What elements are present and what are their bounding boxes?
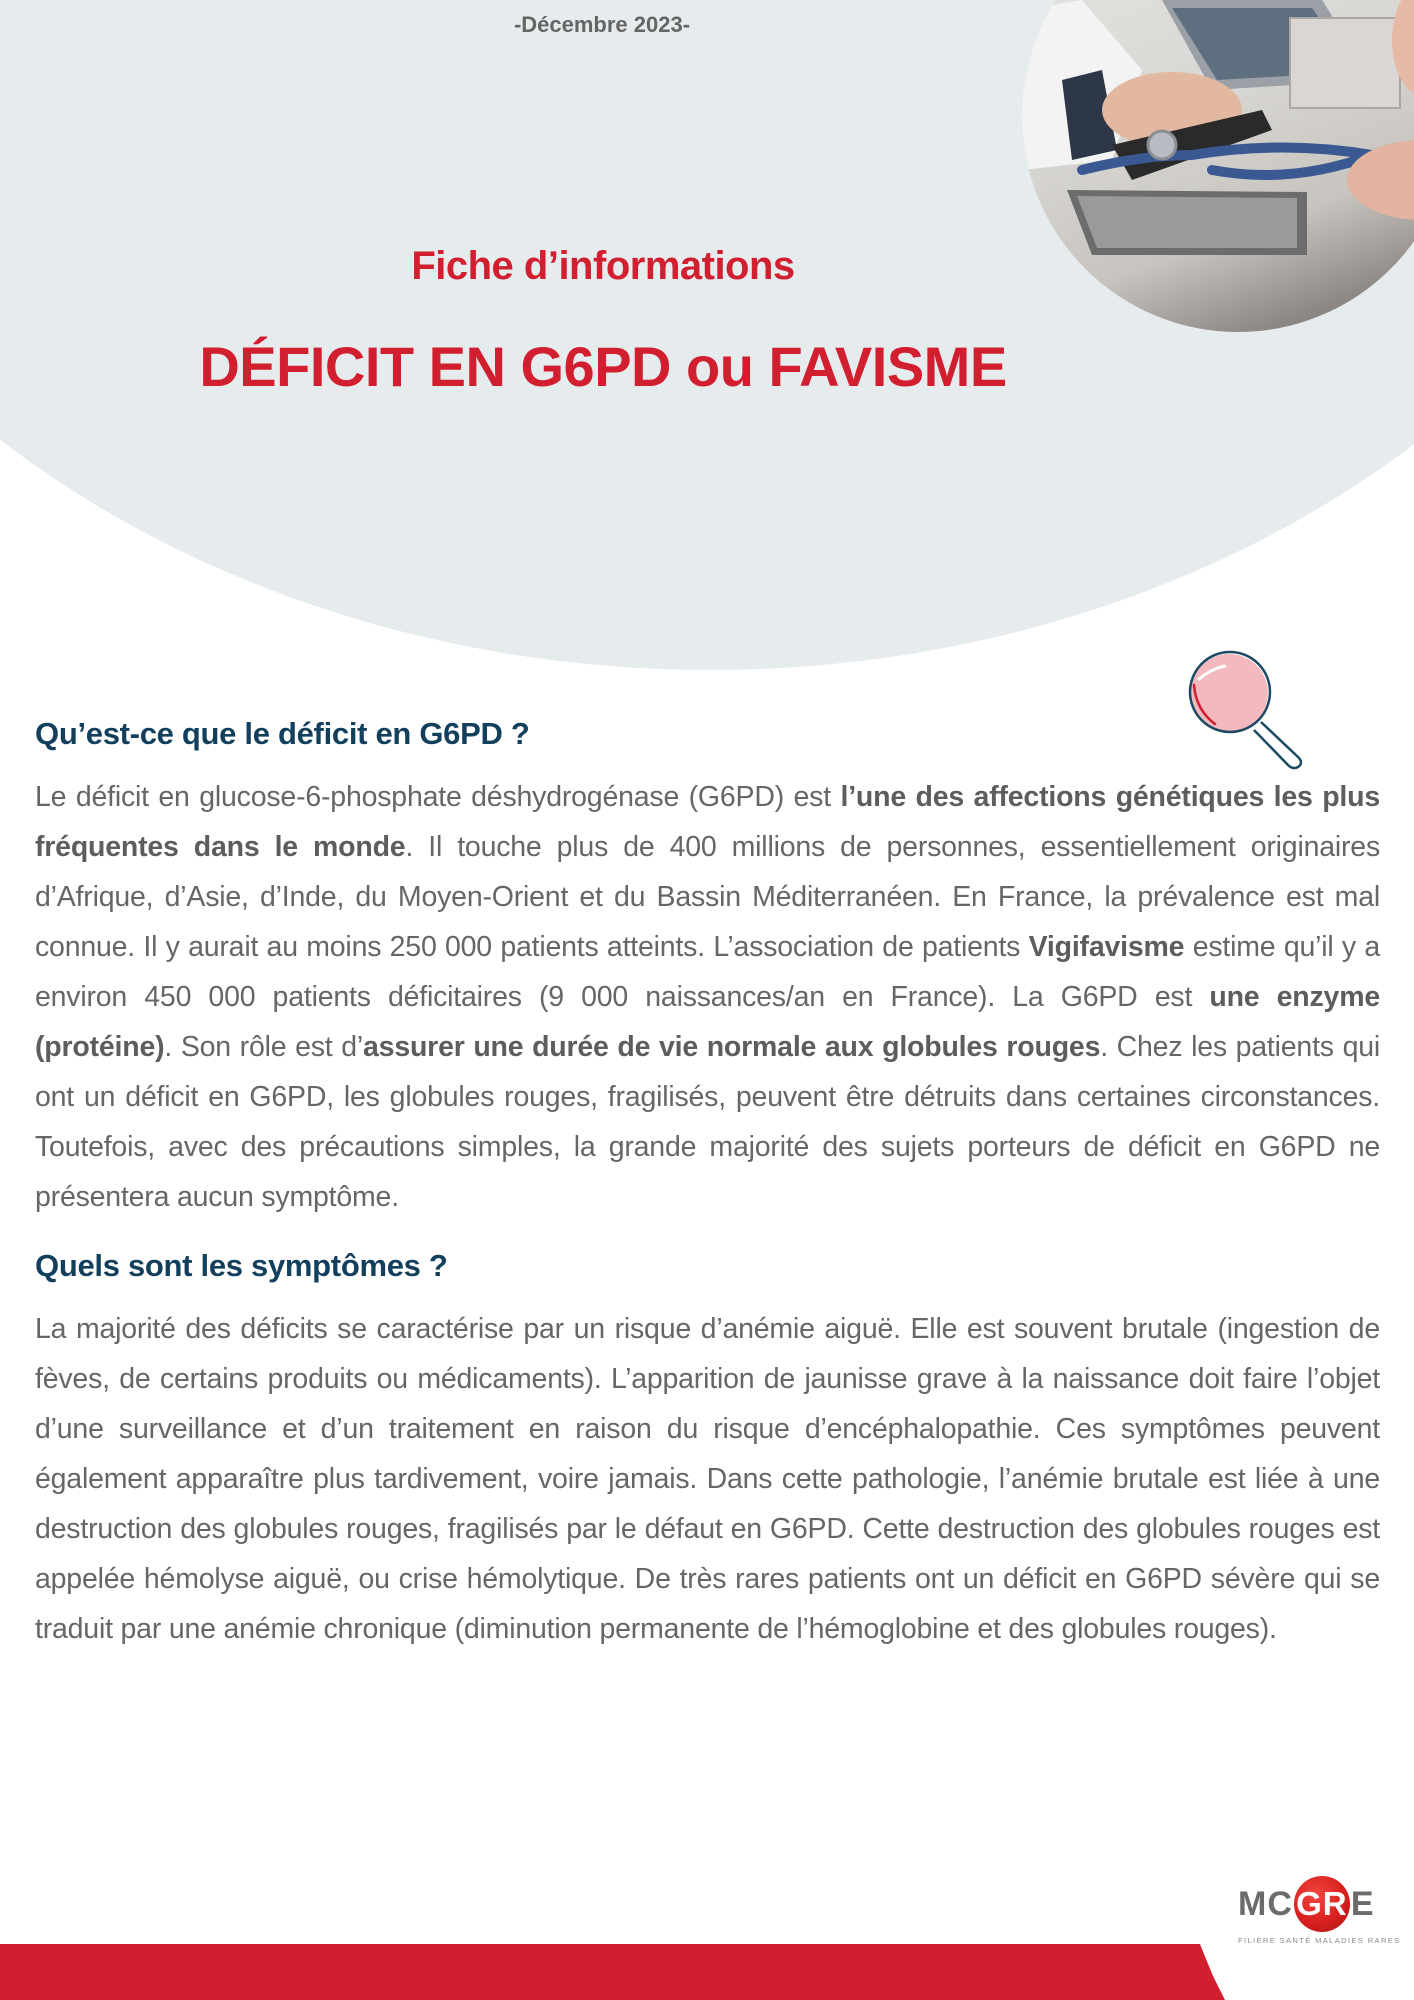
mcgre-logo [1238, 1882, 1408, 1945]
section-paragraph [35, 772, 1380, 1222]
section-heading: Qu’est-ce que le déficit en G6PD ? [35, 716, 530, 751]
footer-red-band [0, 1944, 1230, 2000]
document-title: DÉFICIT EN G6PD ou FAVISME [199, 335, 1007, 398]
document-subtitle: Fiche d’informations [411, 244, 795, 288]
bold-text-run: une enzyme (protéine) [35, 981, 1380, 1063]
document-body [35, 716, 1380, 1654]
text-run: estime qu’il y a environ 450 000 patients déficitaires (9 000 naissances/an en France). La G6PD est [35, 931, 1380, 1013]
logo-text-left: MC [1238, 1884, 1293, 1923]
logo-wordmark [1238, 1882, 1408, 1926]
section-what-is [35, 716, 1380, 1222]
logo-red-circle: GR [1294, 1876, 1350, 1932]
document-date: -Décembre 2023- [513, 12, 691, 37]
text-run: Le déficit en glucose-6-phosphate déshydrogénase (G6PD) est [35, 781, 841, 813]
section-symptoms [35, 1248, 1380, 1654]
text-run: La majorité des déficits se caractérise par un risque d’anémie aiguë. Elle est souvent brutale (ingestion de fèves, de certains produits ou médicaments). L’apparition de jaunisse grave à la naissance doit faire l’objet d’une surveillance et d’un traitement en raison du risque d’encéphalopathie. Ces symptômes peuvent également apparaître plus tardivement, voire jamais. Dans cette pathologie, l’anémie brutale est liée à une destruction des globules rouges, fragilisés par le défaut en G6PD. Cette destruction des globules rouges est appelée hémolyse aiguë, ou crise hémolytique. De très rares patients ont un déficit en G6PD sévère qui se traduit par une anémie chronique (diminution permanente de l’hémoglobine et des globules rouges). [35, 1313, 1380, 1645]
bold-text-run: assurer une durée de vie normale aux globules rouges [363, 1031, 1101, 1063]
text-run: . Chez les patients qui ont un déficit en G6PD, les globules rouges, fragilisés, peuvent être détruits dans certaines circonstances. Toutefois, avec des précautions simples, la grande majorité des sujets porteurs de déficit en G6PD ne présentera aucun symptôme. [35, 1031, 1380, 1213]
text-run: . Son rôle est d’ [164, 1031, 364, 1063]
logo-text-right: E [1350, 1884, 1375, 1923]
section-heading: Quels sont les symptômes ? [35, 1248, 448, 1283]
bold-text-run: Vigifavisme [1028, 931, 1185, 963]
logo-tagline: FILIÈRE SANTÉ MALADIES RARES [1238, 1936, 1401, 1945]
section-paragraph [35, 1304, 1380, 1654]
text-run: . Il touche plus de 400 millions de personnes, essentiellement originaires d’Afrique, d’Asie, d’Inde, du Moyen-Orient et du Bassin Méditerranéen. En France, la prévalence est mal connue. Il y aurait au moins 250 000 patients atteints. L’association de patients [35, 831, 1380, 963]
bold-text-run: l’une des affections génétiques les plus fréquentes dans le monde [35, 781, 1380, 863]
